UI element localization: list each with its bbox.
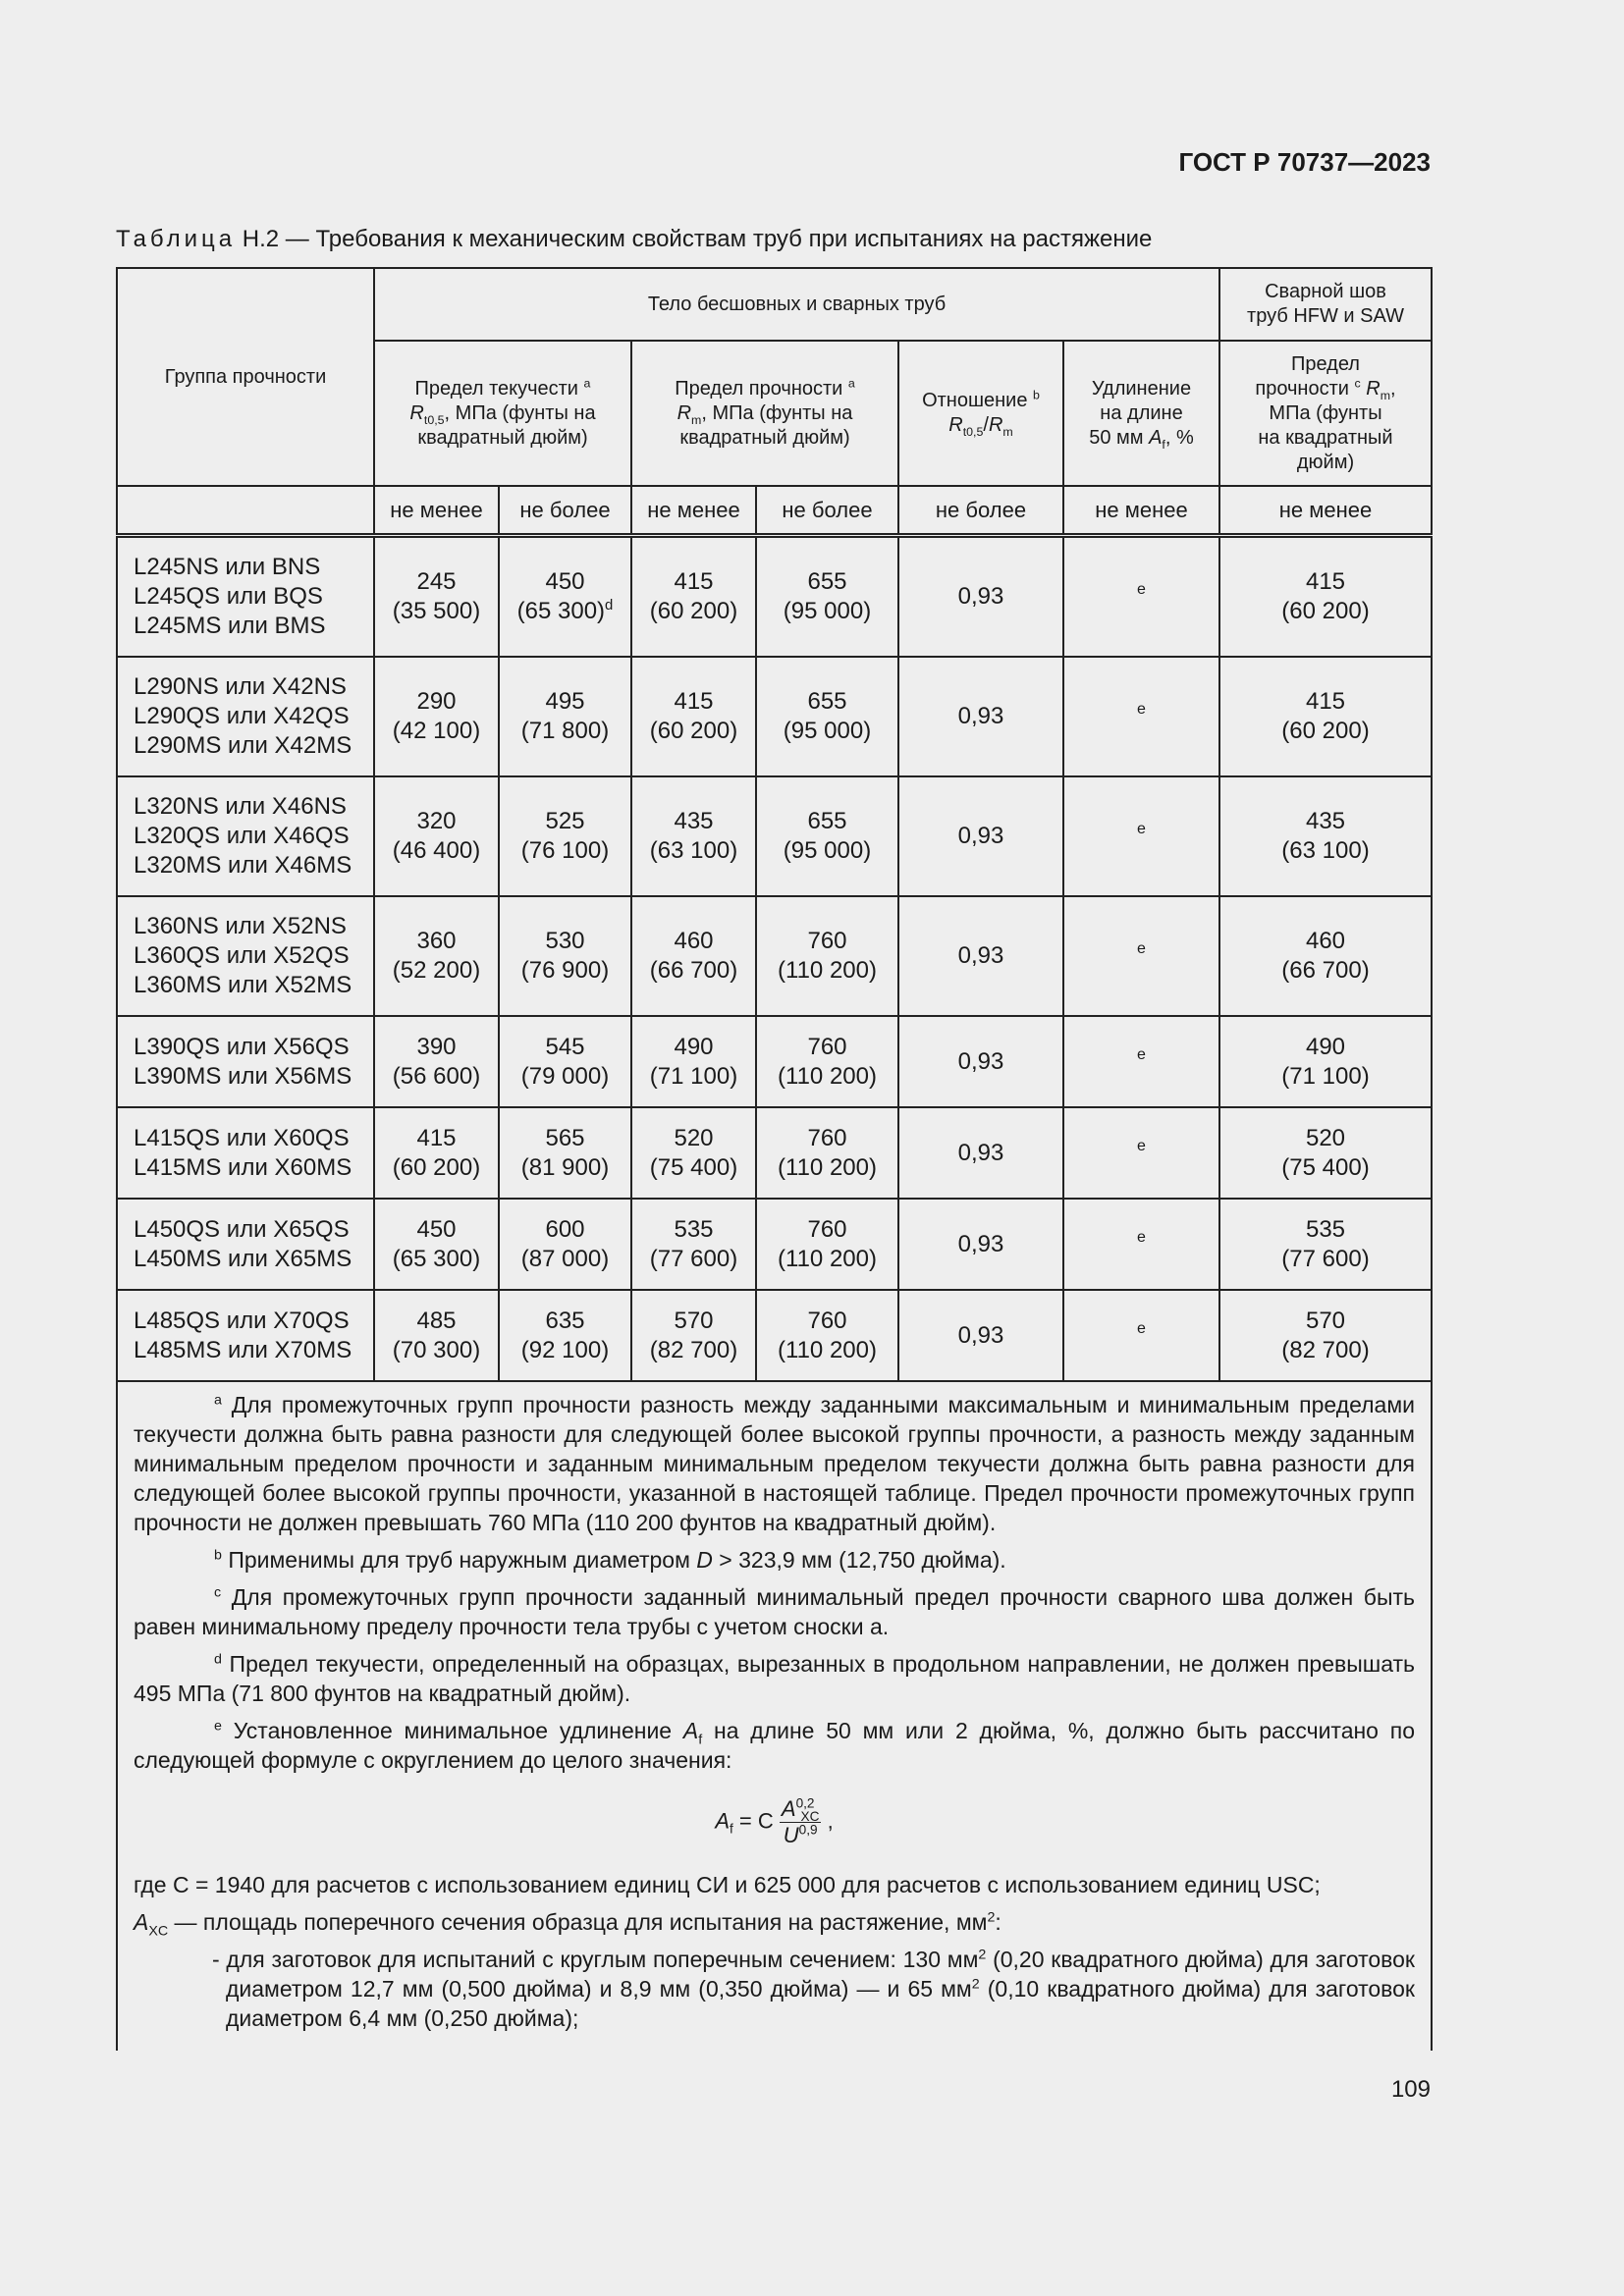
table-caption bbox=[116, 226, 1152, 253]
sub-tensile-max: не более bbox=[756, 486, 898, 536]
sub-yield-min: не менее bbox=[374, 486, 499, 536]
table-row bbox=[117, 1016, 1432, 1107]
table-notes bbox=[117, 1381, 1432, 2051]
formula-where-axc: $A_{XC}$ — площадь поперечного сечения образца для испытания на растяжение, $мм^2$: bbox=[134, 1909, 1001, 1940]
tensile-max-cell: 760 (110 200) bbox=[756, 1199, 898, 1290]
caption-word: Таблица bbox=[116, 226, 237, 252]
yield-min-cell: 360 (52 200) bbox=[374, 896, 499, 1016]
ratio-cell: 0,93 bbox=[898, 1016, 1063, 1107]
weld-cell: 570 (82 700) bbox=[1219, 1290, 1432, 1381]
header-elongation: Удлинение на длине 50 мм $A_f$, % bbox=[1063, 341, 1219, 486]
tensile-min-cell: 415 (60 200) bbox=[631, 657, 756, 776]
group-cell: L450QS или X65QS L450MS или X65MS bbox=[117, 1199, 374, 1290]
group-cell: L360NS или X52NS L360QS или X52QS L360MS или X52MS bbox=[117, 896, 374, 1016]
group-cell: L390QS или X56QS L390MS или X56MS bbox=[117, 1016, 374, 1107]
table-row bbox=[117, 536, 1432, 658]
tensile-min-cell: 460 (66 700) bbox=[631, 896, 756, 1016]
yield-max-cell: 450 (65 300)$^d$ bbox=[499, 536, 631, 658]
ratio-cell: 0,93 bbox=[898, 657, 1063, 776]
tensile-min-cell: 535 (77 600) bbox=[631, 1199, 756, 1290]
note-d: $^d$ Предел текучести, определенный на образцах, вырезанных в продольном направлении, не должен превышать 495 МПа (71 800 фунтов на квадратный дюйм). bbox=[134, 1651, 1416, 1706]
tensile-max-cell: 655 (95 000) bbox=[756, 657, 898, 776]
yield-max-cell: 530 (76 900) bbox=[499, 896, 631, 1016]
elongation-cell: e bbox=[1063, 1016, 1219, 1107]
note-e: $^e$ Установленное минимальное удлинение $A_f$ на длине 50 мм или 2 дюйма, %, должно быть рассчитано по следующей формуле с округлением до целого значения: bbox=[134, 1718, 1416, 1773]
weld-cell: 490 (71 100) bbox=[1219, 1016, 1432, 1107]
tensile-min-cell: 570 (82 700) bbox=[631, 1290, 756, 1381]
elongation-formula: $A_f = C$ $\frac{A^{0,2}_{XC}}{U^{0,9}}$ , bbox=[715, 1795, 834, 1847]
ratio-cell: 0,93 bbox=[898, 1290, 1063, 1381]
group-cell: L485QS или X70QS L485MS или X70MS bbox=[117, 1290, 374, 1381]
yield-min-cell: 390 (56 600) bbox=[374, 1016, 499, 1107]
ratio-cell: 0,93 bbox=[898, 896, 1063, 1016]
yield-max-cell: 495 (71 800) bbox=[499, 657, 631, 776]
header-yield: Предел текучести $^a$ $R_{t0,5}$, МПа (фунты на квадратный дюйм) bbox=[374, 341, 631, 486]
sub-yield-max: не более bbox=[499, 486, 631, 536]
tensile-min-cell: 415 (60 200) bbox=[631, 536, 756, 658]
yield-min-cell: 320 (46 400) bbox=[374, 776, 499, 896]
page-number: 109 bbox=[1390, 2076, 1431, 2103]
sub-elong-min: не менее bbox=[1063, 486, 1219, 536]
header-group: Группа прочности bbox=[117, 268, 374, 486]
yield-max-cell: 525 (76 100) bbox=[499, 776, 631, 896]
header-weld: Сварной шов труб HFW и SAW bbox=[1219, 268, 1432, 341]
elongation-cell: e bbox=[1063, 1107, 1219, 1199]
ratio-cell: 0,93 bbox=[898, 1199, 1063, 1290]
yield-min-cell: 485 (70 300) bbox=[374, 1290, 499, 1381]
elongation-cell: e bbox=[1063, 1290, 1219, 1381]
table-row bbox=[117, 776, 1432, 896]
caption-text: Н.2 — Требования к механическим свойствам труб при испытаниях на растяжение bbox=[236, 226, 1153, 252]
sub-weld-min: не менее bbox=[1219, 486, 1432, 536]
elongation-cell: e bbox=[1063, 896, 1219, 1016]
group-cell: L290NS или X42NS L290QS или X42QS L290MS или X42MS bbox=[117, 657, 374, 776]
tensile-max-cell: 760 (110 200) bbox=[756, 1290, 898, 1381]
tensile-max-cell: 655 (95 000) bbox=[756, 536, 898, 658]
tensile-min-cell: 520 (75 400) bbox=[631, 1107, 756, 1199]
formula-where-c: где C = 1940 для расчетов с использованием единиц СИ и 625 000 для расчетов с использованием единиц USC; bbox=[134, 1872, 1321, 1897]
footnote-d-ref: d bbox=[605, 598, 614, 614]
weld-cell: 460 (66 700) bbox=[1219, 896, 1432, 1016]
header-tensile: Предел прочности $^a$ $R_m$, МПа (фунты на квадратный дюйм) bbox=[631, 341, 898, 486]
tensile-max-cell: 655 (95 000) bbox=[756, 776, 898, 896]
group-cell: L245NS или BNS L245QS или BQS L245MS или BMS bbox=[117, 536, 374, 658]
tensile-max-cell: 760 (110 200) bbox=[756, 1107, 898, 1199]
table-row bbox=[117, 1199, 1432, 1290]
yield-max-cell: 545 (79 000) bbox=[499, 1016, 631, 1107]
header-ratio: Отношение $^b$ $R_{t0,5}/R_m$ bbox=[898, 341, 1063, 486]
ratio-cell: 0,93 bbox=[898, 776, 1063, 896]
yield-min-cell: 245 (35 500) bbox=[374, 536, 499, 658]
note-b: $^b$ Применимы для труб наружным диаметром D > 323,9 мм (12,750 дюйма). bbox=[214, 1547, 1006, 1573]
standard-number: ГОСТ Р 70737—2023 bbox=[1178, 147, 1431, 177]
table-row bbox=[117, 1107, 1432, 1199]
table-row bbox=[117, 896, 1432, 1016]
tensile-min-cell: 435 (63 100) bbox=[631, 776, 756, 896]
list-item: - для заготовок для испытаний с круглым поперечным сечением: 130 $мм^2$ (0,20 квадратного дюйма) для заготовок диаметром 12,7 мм (0,500 дюйма) и 8,9 мм (0,350 дюйма) — и 65 $мм^2$ (0,10 квадратного дюйма) для заготовок диаметром 6,4 мм (0,250 дюйма); bbox=[212, 1947, 1415, 2031]
elongation-cell: e bbox=[1063, 1199, 1219, 1290]
weld-cell: 415 (60 200) bbox=[1219, 657, 1432, 776]
yield-min-cell: 450 (65 300) bbox=[374, 1199, 499, 1290]
weld-cell: 520 (75 400) bbox=[1219, 1107, 1432, 1199]
notes-row bbox=[117, 1381, 1432, 2051]
group-cell: L320NS или X46NS L320QS или X46QS L320MS или X46MS bbox=[117, 776, 374, 896]
ratio-cell: 0,93 bbox=[898, 536, 1063, 658]
weld-cell: 435 (63 100) bbox=[1219, 776, 1432, 896]
mechanical-properties-table bbox=[116, 267, 1433, 2051]
group-cell: L415QS или X60QS L415MS или X60MS bbox=[117, 1107, 374, 1199]
table-row bbox=[117, 1290, 1432, 1381]
weld-cell: 535 (77 600) bbox=[1219, 1199, 1432, 1290]
yield-min-cell: 415 (60 200) bbox=[374, 1107, 499, 1199]
header-blank bbox=[117, 486, 374, 536]
ratio-cell: 0,93 bbox=[898, 1107, 1063, 1199]
header-row-1 bbox=[117, 268, 1432, 341]
weld-cell: 415 (60 200) bbox=[1219, 536, 1432, 658]
elongation-cell: e bbox=[1063, 536, 1219, 658]
note-a: $^a$ Для промежуточных групп прочности разность между заданными максимальным и минимальным пределами текучести должна быть равна разности для следующей более высокой группы прочности, а разность между заданным минимальным пределом прочности и заданным минимальным пределом текучести должна быть равна разности для следующей более высокой группы прочности, указанной в настоящей таблице. Предел прочности промежуточных групп прочности не должен превышать 760 МПа (110 200 фунтов на квадратный дюйм). bbox=[134, 1392, 1416, 1535]
note-c: $^c$ Для промежуточных групп прочности заданный минимальный предел прочности сварного шва должен быть равен минимальному пределу прочности тела трубы с учетом сноски а. bbox=[134, 1584, 1415, 1639]
header-row-3 bbox=[117, 486, 1432, 536]
elongation-cell: e bbox=[1063, 657, 1219, 776]
yield-max-cell: 600 (87 000) bbox=[499, 1199, 631, 1290]
yield-max-cell: 565 (81 900) bbox=[499, 1107, 631, 1199]
elongation-cell: e bbox=[1063, 776, 1219, 896]
sub-ratio-max: не более bbox=[898, 486, 1063, 536]
sub-tensile-min: не менее bbox=[631, 486, 756, 536]
table-row bbox=[117, 657, 1432, 776]
tensile-max-cell: 760 (110 200) bbox=[756, 1016, 898, 1107]
header-weld-tensile: Предел прочности $^c$ $R_m$, МПа (фунты на квадратный дюйм) bbox=[1219, 341, 1432, 486]
tensile-min-cell: 490 (71 100) bbox=[631, 1016, 756, 1107]
tensile-max-cell: 760 (110 200) bbox=[756, 896, 898, 1016]
yield-min-cell: 290 (42 100) bbox=[374, 657, 499, 776]
yield-max-cell: 635 (92 100) bbox=[499, 1290, 631, 1381]
header-body: Тело бесшовных и сварных труб bbox=[374, 268, 1219, 341]
